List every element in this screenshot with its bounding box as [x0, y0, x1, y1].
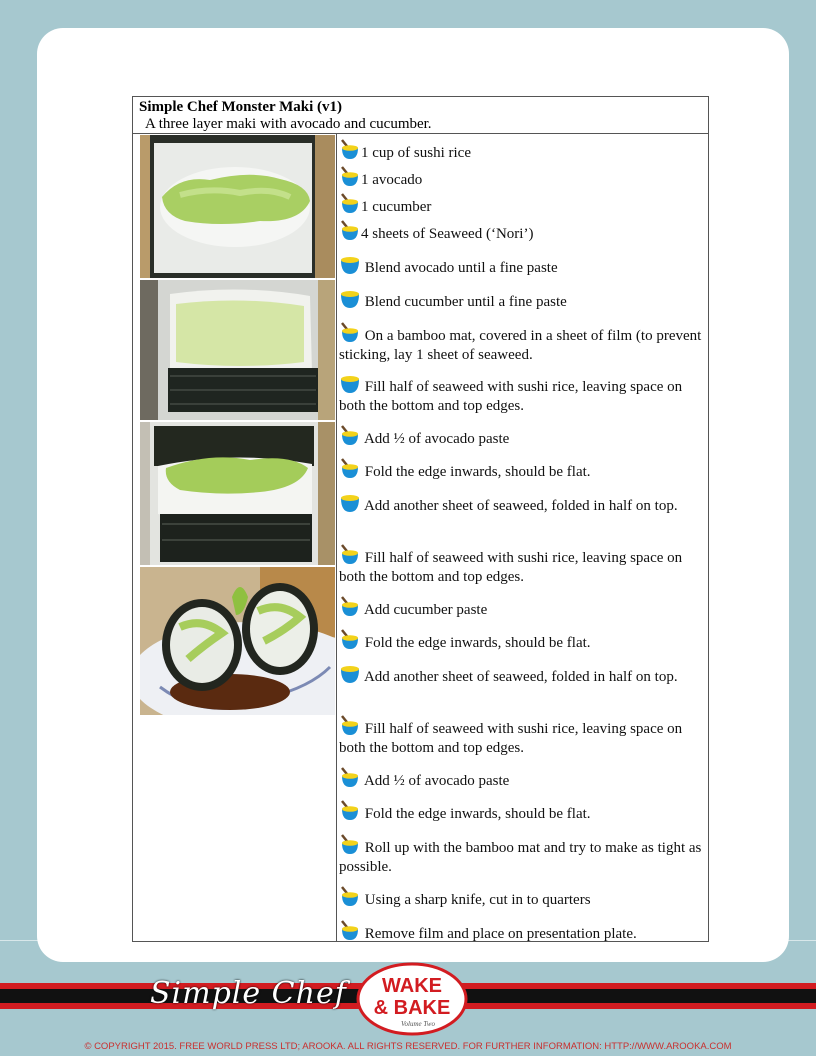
recipe-title: Simple Chef Monster Maki (v1)	[139, 99, 343, 115]
step-text: Fill half of seaweed with sushi rice, leaving space on both the bottom and top edges.	[339, 379, 683, 414]
step-item	[339, 322, 705, 365]
photo-sliced-maki	[140, 567, 335, 715]
step-text: Fill half of seaweed with sushi rice, leaving space on both the bottom and top edges.	[339, 721, 683, 756]
step-text: Fold the edge inwards, should be flat.	[364, 635, 591, 651]
spoon-bowl-icon	[339, 834, 361, 856]
bowl-icon	[339, 254, 361, 276]
step-item	[339, 373, 705, 416]
step-text: On a bamboo mat, covered in a sheet of film (to prevent sticking, lay 1 sheet of seaweed.	[339, 328, 702, 363]
photo-cucumber-layer	[140, 280, 335, 420]
step-item	[339, 596, 705, 620]
brand-name: Simple Chef	[150, 976, 347, 1011]
step-text: Add another sheet of seaweed, folded in half on top.	[363, 669, 678, 685]
step-item	[339, 629, 705, 653]
spoon-bowl-icon	[339, 920, 361, 942]
step-item	[339, 458, 705, 482]
logo-line1: WAKE	[382, 975, 442, 997]
photo-second-avocado-layer	[140, 422, 335, 565]
step-text: Add ½ of avocado paste	[363, 431, 510, 447]
ingredient-item	[339, 220, 705, 244]
step-item	[339, 425, 705, 449]
spoon-bowl-icon	[339, 886, 361, 908]
step-item	[339, 254, 705, 278]
step-item	[339, 492, 705, 516]
ingredient-text: 4 sheets of Seaweed (‘Nori’)	[361, 226, 534, 242]
step-item	[339, 834, 705, 877]
wake-and-bake-logo	[356, 962, 468, 1036]
logo-tagline: Volume Two	[401, 1020, 435, 1028]
spoon-bowl-icon	[339, 767, 361, 789]
spoon-bowl-icon	[339, 800, 361, 822]
step-item	[339, 663, 705, 687]
step-item	[339, 767, 705, 791]
bowl-icon	[339, 373, 361, 395]
step-text: Add ½ of avocado paste	[363, 773, 510, 789]
logo-line2: & BAKE	[373, 997, 451, 1019]
spoon-bowl-icon	[339, 458, 361, 480]
step-text: Using a sharp knife, cut in to quarters	[364, 892, 591, 908]
step-text: Roll up with the bamboo mat and try to make as tight as possible.	[339, 840, 702, 875]
recipe-header	[133, 97, 708, 134]
step-item	[339, 920, 705, 944]
bowl-icon	[339, 492, 361, 514]
recipe-table	[132, 96, 709, 942]
spoon-bowl-icon	[339, 715, 361, 737]
bowl-icon	[339, 663, 361, 685]
step-item	[339, 288, 705, 312]
bowl-icon	[339, 288, 361, 310]
step-item	[339, 544, 705, 587]
recipe-subtitle: A three layer maki with avocado and cucumber.	[145, 116, 432, 132]
step-text: Blend avocado until a fine paste	[364, 260, 558, 276]
step-text: Fill half of seaweed with sushi rice, leaving space on both the bottom and top edges.	[339, 550, 683, 585]
spoon-bowl-icon	[339, 425, 361, 447]
photo-avocado-layer	[140, 135, 335, 278]
ingredient-item	[339, 166, 705, 190]
step-text: Add another sheet of seaweed, folded in half on top.	[363, 498, 678, 514]
step-item	[339, 800, 705, 824]
step-text: Add cucumber paste	[363, 602, 488, 618]
spoon-bowl-icon	[339, 544, 361, 566]
column-divider	[336, 134, 337, 941]
ingredient-item	[339, 139, 705, 163]
step-item	[339, 886, 705, 910]
step-item	[339, 715, 705, 758]
step-text: Remove film and place on presentation plate.	[364, 926, 637, 942]
spoon-bowl-icon	[339, 322, 361, 344]
spoon-bowl-icon	[339, 596, 361, 618]
spoon-bowl-icon	[339, 139, 361, 161]
ingredient-text: 1 cucumber	[361, 199, 432, 215]
spoon-bowl-icon	[339, 629, 361, 651]
spoon-bowl-icon	[339, 166, 361, 188]
ingredient-text: 1 avocado	[361, 172, 423, 188]
spoon-bowl-icon	[339, 220, 361, 242]
step-text: Fold the edge inwards, should be flat.	[364, 464, 591, 480]
ingredient-item	[339, 193, 705, 217]
step-text: Fold the edge inwards, should be flat.	[364, 806, 591, 822]
copyright-notice: © COPYRIGHT 2015. FREE WORLD PRESS LTD; AROOKA. ALL RIGHTS RESERVED. FOR FURTHER INFORMATION: HTTP://WWW.AROOKA.COM	[84, 1041, 732, 1052]
ingredient-text: 1 cup of sushi rice	[361, 145, 471, 161]
spoon-bowl-icon	[339, 193, 361, 215]
step-text: Blend cucumber until a fine paste	[364, 294, 567, 310]
